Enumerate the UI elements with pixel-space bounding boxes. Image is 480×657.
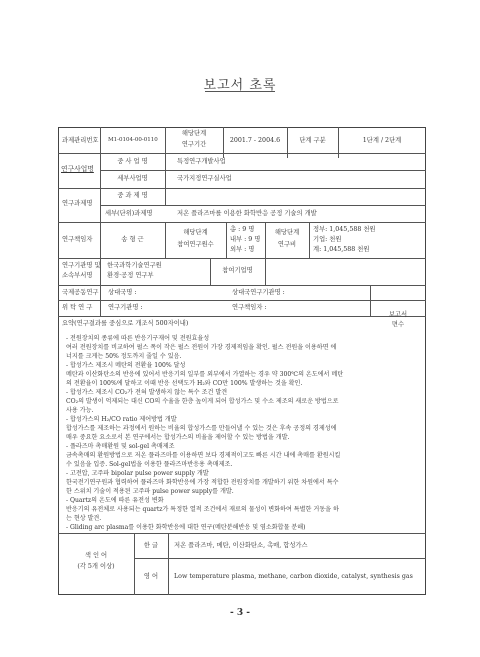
summary-line: CO₂의 발생이 억제되는 대신 CO의 수율을 한층 높이게 되어 합성가스 및 수소 제조의 새로운 방법으로: [66, 398, 339, 405]
summary-line: - 플라즈마 촉매환원 및 sol-gel 촉매제조: [66, 443, 175, 450]
korean-keywords: 저온 플라즈마, 메탄, 이산화탄소, 촉매, 합성가스: [174, 542, 308, 549]
row-divider: [58, 222, 426, 223]
col-divider: [100, 127, 101, 158]
partner-country: 상대국명 :: [108, 289, 137, 296]
summary-line: 합성가스를 제조하는 과정에서 원하는 비율의 합성가스를 만들어낼 수 있는 것은 후속 공정의 경제성에: [66, 425, 337, 432]
project-section-label: 연구사업명: [61, 165, 94, 173]
summary-line: - 고전압, 고주파 bipolar pulse power supply 개발: [66, 470, 209, 477]
summary-line: 사용 가능.: [66, 407, 94, 414]
task-section-label: 연구과제명: [62, 200, 93, 207]
col-divider: [100, 158, 101, 222]
col-divider: [165, 158, 166, 205]
col-divider: [100, 285, 101, 316]
staff-count-label: 해당단계: [183, 229, 208, 236]
row-divider: [58, 533, 426, 534]
mid-task-label: 중 과 제 명: [117, 192, 148, 199]
row-divider: [58, 153, 426, 154]
summary-line: 는 현상 발견.: [66, 515, 102, 522]
summary-line: 한국전기연구원과 협력하여 플라즈마 화학반응에 가장 적합한 전원장치를 개발하기 위한 차원에서 특수: [66, 479, 339, 486]
summary-line: - Gliding arc plasma를 이용한 화학반응에 대한 연구(메탄분해반응 및 염소화합물 분해): [66, 524, 306, 531]
korean-keywords-label: 한 글: [143, 542, 159, 549]
col-divider: [168, 533, 169, 595]
summary-line: 반응기의 유전체로 사용되는 quartz가 특정한 열적 조건에서 재료의 물성이 변화하여 특별한 거동을 하: [66, 506, 339, 513]
col-divider: [226, 222, 227, 258]
summary-line: 메탄과 이산화탄소의 반응에 있어서 반응기의 일부를 외부에서 가열하는 경우 약 300℃의 온도에서 메탄: [66, 371, 344, 378]
budget-label: 연구비: [277, 241, 297, 248]
project-number-label: 과제관리번호: [62, 137, 99, 144]
org-label: 연구기관명 및: [62, 262, 101, 269]
org-name: 한국과학기술연구원: [107, 262, 162, 269]
summary-line: 매우 중요한 요소로서 본 연구에서는 합성가스의 비율을 제어할 수 있는 방법을 개발.: [66, 434, 290, 441]
budget-corporate: 기업: 천원: [313, 236, 342, 243]
summary-line: 의 전환율이 100%에 달하고 이때 반응 선택도가 H₂와 CO만 100% 발생하는 것을 확인.: [66, 380, 303, 387]
summary-line: 금속촉매의 환원방법으로 저온 플라즈마를 이용하면 보다 경제적이고도 빠른 시간 내에 촉매를 환원시킬: [66, 452, 341, 459]
budget-government: 정부: 1,045,588 천원: [313, 226, 376, 233]
mid-project-value: 특정연구개발사업: [177, 158, 226, 165]
page-title: 보고서 초록: [203, 78, 277, 93]
partner-company-label: 참여기업명: [222, 267, 253, 274]
row-divider: [58, 258, 426, 259]
col-divider: [165, 222, 166, 258]
english-keywords-label: 영 어: [143, 573, 159, 580]
english-keywords: Low temperature plasma, methane, carbon dioxide, catalyst, synthesis gas: [174, 573, 413, 580]
page-number: - 3 -: [230, 608, 250, 618]
outsourcing-org: 연구기관명 :: [108, 304, 143, 311]
mid-project-label: 중 사 업 명: [117, 158, 148, 165]
research-period: 2001.7 - 2004.6: [229, 137, 281, 144]
org-label: 소속부서명: [62, 272, 93, 279]
row-divider: [134, 558, 426, 559]
sub-project-label: 세부사업명: [117, 175, 148, 182]
col-divider: [265, 258, 266, 285]
summary-line: - 합성가스 제조시 CO₂가 전혀 발생하지 않는 특수 조건 발견: [66, 389, 228, 396]
staff-total: 총 : 9 명: [230, 226, 255, 233]
org-department: 환경·공정 연구부: [107, 272, 154, 279]
leader-label: 연구책임자: [62, 236, 93, 243]
summary-line: 너지를 크게는 50% 정도까지 줄일 수 있음.: [66, 353, 182, 360]
project-number: M1-0104-00-0110: [108, 137, 158, 143]
budget-total: 계: 1,045,588 천원: [313, 246, 370, 253]
col-divider: [265, 222, 266, 258]
col-divider: [309, 222, 310, 258]
summary-line: - 전원장치의 종류에 따른 반응기구재어 및 전원효율성: [66, 335, 210, 342]
row-divider: [100, 205, 426, 206]
outsourcing-label: 위 탁 연 구: [62, 304, 93, 311]
row-divider: [58, 188, 426, 189]
summary-line: 여러 전원장치를 비교하여 펄스 폭이 작은 펄스 전원이 가장 경제적임을 확인. 펄스 전원을 이용하면 에: [66, 344, 337, 351]
intl-research-label: 국제공동연구: [62, 289, 99, 296]
summary-header: 요약(연구결과를 중심으로 개조식 500자이내): [62, 320, 189, 327]
sub-task-value: 저온 플라즈마를 이용한 화학반응 공정 기술의 개발: [177, 210, 317, 217]
summary-line: 한 스위치 기술이 적용된 고주파 pulse power supply를 개발.: [66, 488, 234, 495]
staff-count-label: 참여연구원수: [177, 241, 214, 248]
budget-label: 해당단계: [274, 229, 300, 236]
leader-name: 송 형 근: [121, 236, 144, 243]
keywords-label: 색 인 어: [84, 552, 108, 559]
sub-task-label: 세부(단위)과제명: [105, 210, 153, 217]
phase-label: 연구기간: [181, 141, 207, 148]
report-pages-label: 보고서: [388, 311, 408, 318]
row-divider: [100, 170, 426, 171]
summary-line: - 합성가스의 H₂/CO ratio 제어방법 개발: [66, 416, 177, 423]
keywords-label: (각 5개 이상): [77, 563, 115, 570]
partner-org: 상대국연구기관명 :: [232, 289, 285, 296]
stage-label: 단계 구분: [299, 137, 326, 144]
phase-label: 해당단계: [181, 130, 207, 137]
summary-line: 수 있음을 입증. Sol-gel법을 이용한 플라즈마반응용 촉매제조.: [66, 461, 233, 468]
summary-line: - 합성가스 제조시 메탄의 전환율 100% 달성: [66, 362, 186, 369]
sub-project-value: 국가지정연구실사업: [177, 175, 232, 182]
summary-line: - Quartz의 온도에 따른 유전성 변화: [66, 497, 164, 504]
stage-value: 1단계 / 2단계: [362, 137, 402, 144]
outsourcing-leader: 연구책임자 :: [232, 304, 267, 311]
staff-inner: 내부 : 9 명: [230, 236, 261, 243]
staff-outer: 외부 : 명: [230, 246, 255, 253]
report-pages-label: 면수: [391, 321, 405, 328]
title-underline: [205, 91, 275, 92]
